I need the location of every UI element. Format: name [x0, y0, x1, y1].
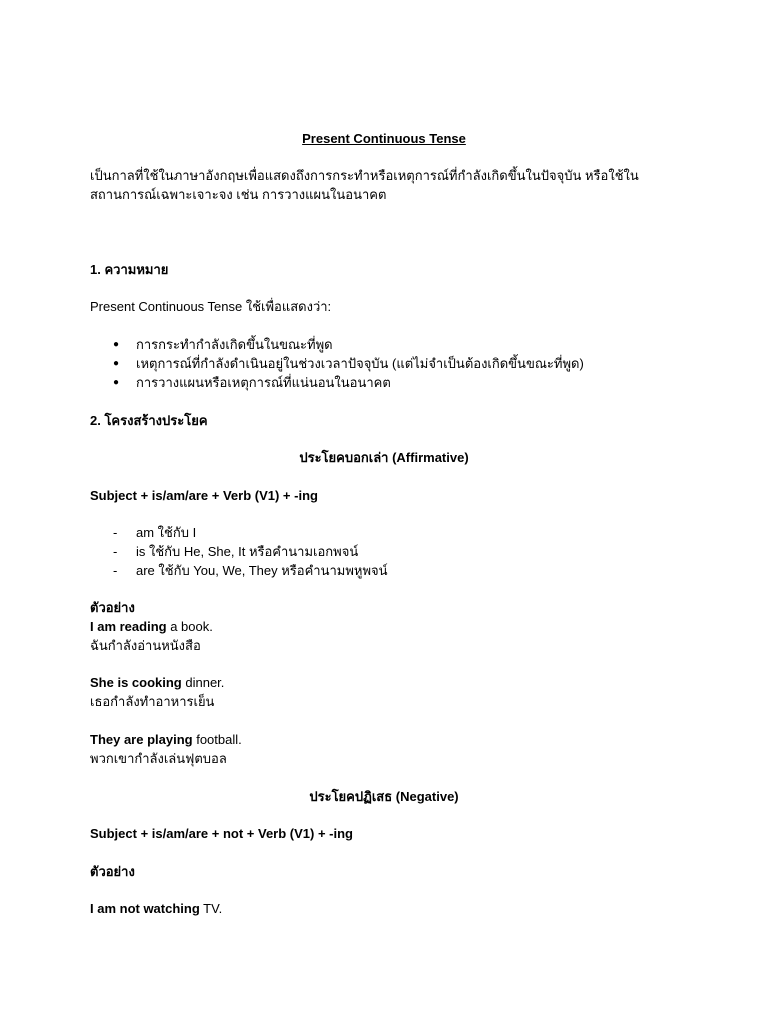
bullet-item — [113, 355, 584, 373]
example-bold: I am not watching — [90, 901, 200, 916]
bullet-text: เหตุการณ์ที่กำลังดำเนินอยู่ในช่วงเวลาปัจจุบัน (แต่ไม่จำเป็นต้องเกิดขึ้นขณะที่พูด) — [136, 356, 584, 371]
bullet-icon: ● — [113, 358, 120, 369]
example-thai: ฉันกำลังอ่านหนังสือ — [90, 638, 201, 653]
rule-item — [113, 524, 196, 542]
affirmative-formula: Subject + is/am/are + Verb (V1) + -ing — [90, 488, 318, 503]
example-bold: They are playing — [90, 732, 193, 747]
rule-item — [113, 543, 358, 561]
example-rest: TV. — [199, 901, 223, 916]
section-2-heading: 2. โครงสร้างประโยค — [90, 413, 208, 428]
example-rest: football. — [192, 732, 242, 747]
bullet-text: การกระทำกำลังเกิดขึ้นในขณะที่พูด — [136, 337, 333, 352]
example-thai: เธอกำลังทำอาหารเย็น — [90, 694, 215, 709]
negative-formula: Subject + is/am/are + not + Verb (V1) + -ing — [90, 826, 353, 841]
page-title: Present Continuous Tense — [302, 131, 466, 146]
rule-text: are ใช้กับ You, We, They หรือคำนามพหูพจน์ — [136, 563, 388, 578]
intro-line-2: สถานการณ์เฉพาะเจาะจง เช่น การวางแผนในอนาคต — [90, 187, 387, 202]
affirmative-title: ประโยคบอกเล่า (Affirmative) — [299, 450, 469, 465]
negative-examples-label: ตัวอย่าง — [90, 864, 135, 879]
section-1-lead: Present Continuous Tense ใช้เพื่อแสดงว่า: — [90, 299, 332, 314]
example-rest: dinner. — [181, 675, 225, 690]
example-english — [90, 618, 678, 636]
bullet-item — [113, 336, 333, 354]
example-english — [90, 674, 678, 692]
rule-text: is ใช้กับ He, She, It หรือคำนามเอกพจน์ — [136, 544, 359, 559]
dash-icon: - — [113, 544, 118, 559]
intro-line-1: เป็นกาลที่ใช้ในภาษาอังกฤษเพื่อแสดงถึงการกระทำหรือเหตุการณ์ที่กำลังเกิดขึ้นในปัจจุบัน หรือใช้ใน — [90, 168, 639, 183]
example-rest: a book. — [166, 619, 213, 634]
example-english — [90, 900, 678, 918]
example-bold: She is cooking — [90, 675, 182, 690]
rule-item — [113, 562, 388, 580]
section-1-heading: 1. ความหมาย — [90, 262, 169, 277]
example-english — [90, 731, 678, 749]
example-bold: I am reading — [90, 619, 167, 634]
affirmative-examples-label: ตัวอย่าง — [90, 600, 135, 615]
bullet-icon: ● — [113, 339, 120, 350]
example-thai: พวกเขากำลังเล่นฟุตบอล — [90, 751, 227, 766]
rule-text: am ใช้กับ I — [136, 525, 197, 540]
bullet-item — [113, 374, 391, 392]
bullet-icon: ● — [113, 377, 120, 388]
dash-icon: - — [113, 525, 118, 540]
dash-icon: - — [113, 563, 118, 578]
negative-title: ประโยคปฏิเสธ (Negative) — [309, 789, 459, 804]
bullet-text: การวางแผนหรือเหตุการณ์ที่แน่นอนในอนาคต — [136, 375, 391, 390]
